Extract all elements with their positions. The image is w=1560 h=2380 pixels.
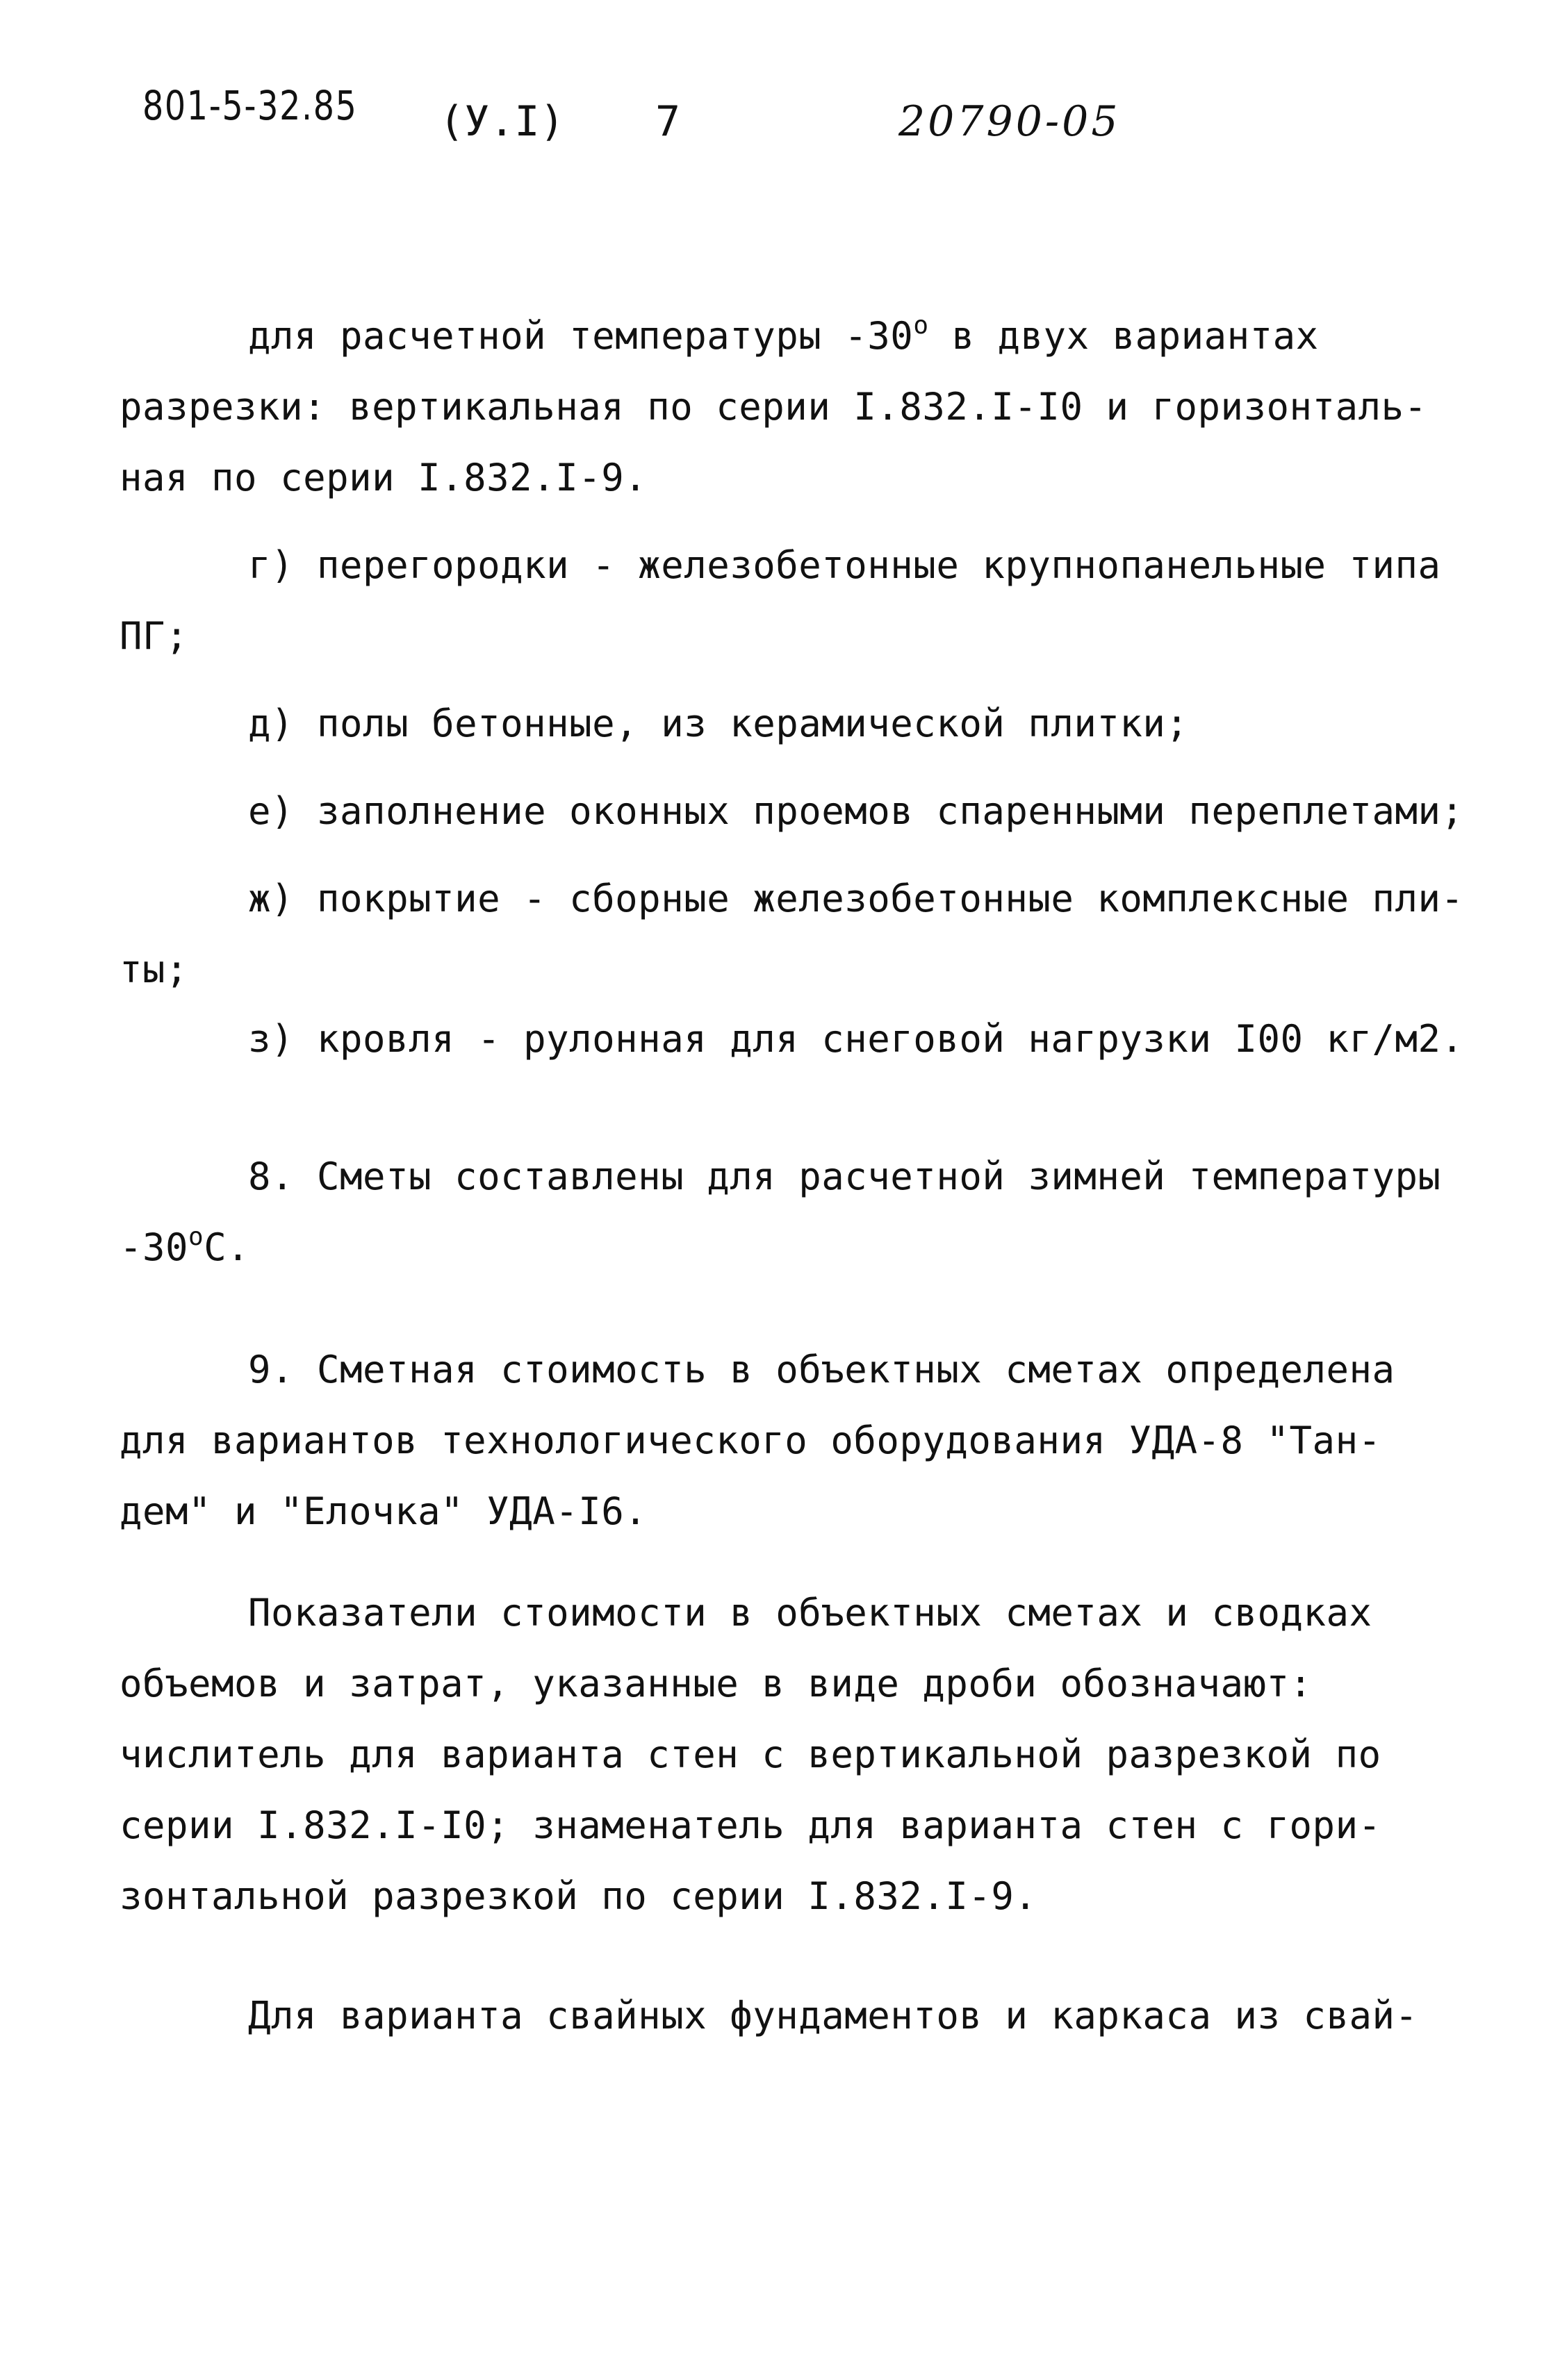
list-item-d: д) полы бетонные, из керамической плитки; — [248, 702, 1189, 745]
text-line: числитель для варианта стен с вертикальной разрезкой по — [120, 1733, 1381, 1776]
sheet-label: (У.I) — [439, 97, 565, 146]
paragraph-piles: Для варианта свайных фундаментов и каркаса из свай- — [248, 1994, 1418, 2038]
text-line: разрезки: вертикальная по серии I.832.I-I0 и горизонталь- — [120, 385, 1427, 429]
text-line: дем" и "Елочка" УДА-I6. — [120, 1489, 648, 1533]
list-item-e: е) заполнение оконных проемов спаренными переплетами; — [248, 789, 1464, 833]
list-item-g: г) перегородки - железобетонные крупнопанельные типа — [248, 543, 1441, 587]
text-line: объемов и затрат, указанные в виде дроби обозначают: — [120, 1662, 1313, 1705]
text-line: ная по серии I.832.I-9. — [120, 456, 648, 499]
text-line: $-30^оС$. — [120, 1223, 250, 1269]
paragraph-9: 9. Сметная стоимость в объектных сметах определена — [248, 1348, 1395, 1391]
list-item-z: з) кровля - рулонная для снеговой нагрузки I00 кг/м2. — [248, 1017, 1464, 1061]
text-line: для расчетной температуры $-30^о$ в двух вариантах — [248, 311, 1319, 358]
text-line: ПГ; — [120, 614, 189, 658]
document-number: 20790-05 — [898, 97, 1121, 146]
paragraph-indicators: Показатели стоимости в объектных сметах и сводках — [248, 1591, 1372, 1635]
text-line: зонтальной разрезкой по серии I.832.I-9. — [120, 1874, 1037, 1918]
text-line: для вариантов технологического оборудования УДА-8 "Тан- — [120, 1419, 1381, 1462]
page-number: 7 — [655, 97, 681, 146]
document-code: 801-5-32.85 — [142, 82, 358, 129]
list-item-zh: ж) покрытие - сборные железобетонные комплексные пли- — [248, 877, 1464, 920]
text-line: серии I.832.I-I0; знаменатель для варианта стен с гори- — [120, 1803, 1381, 1847]
text-line: ты; — [120, 948, 189, 991]
paragraph-8: 8. Сметы составлены для расчетной зимней температуры — [248, 1155, 1441, 1198]
